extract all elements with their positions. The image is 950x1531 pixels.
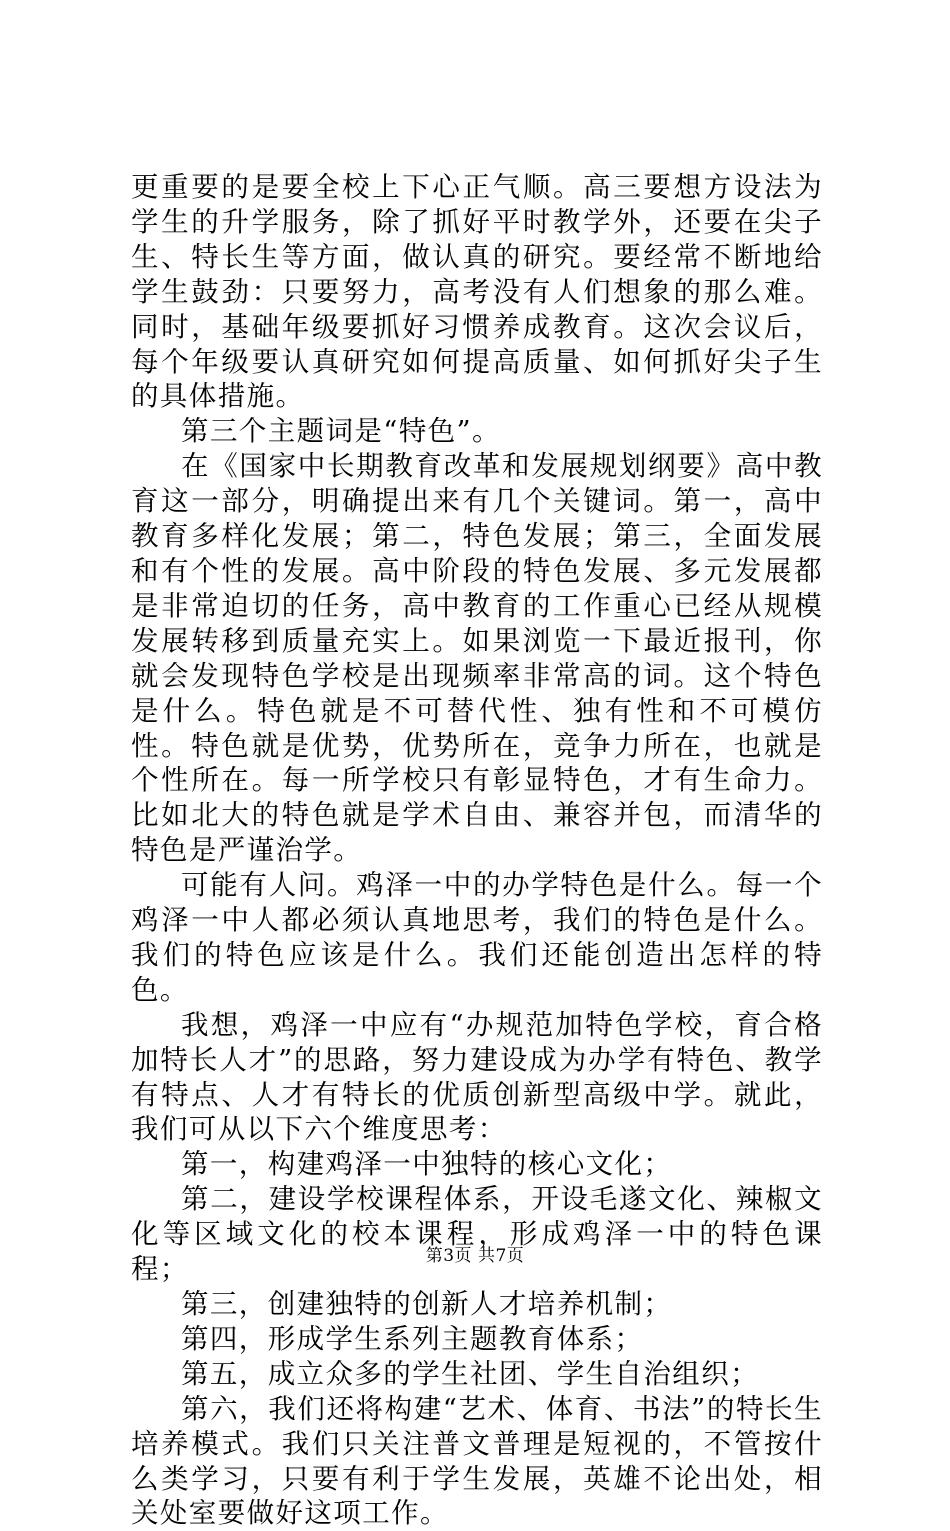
paragraph-question: 可能有人问。鸡泽一中的办学特色是什么。每一个鸡泽一中人都必须认真地思考，我们的特色是什么。我们的特色应该是什么。我们还能创造出怎样的特色。 <box>131 869 823 1006</box>
document-body <box>131 170 823 1531</box>
list-item-first: 第一，构建鸡泽一中独特的核心文化； <box>181 1148 673 1181</box>
list-item-second: 第二，建设学校课程体系，开设毛遂文化、辣椒文化等区域文化的校本课程，形成鸡泽一中的特色课程； <box>131 1183 823 1286</box>
page-footer <box>0 1245 950 1267</box>
list-item-sixth: 第六，我们还将构建“艺术、体育、书法”的特长生培养模式。我们只关注普文普理是短视的，不管按什么类学习，只要有利于学生发展，英雄不论出处，相关处室要做好这项工作。 <box>131 1392 823 1530</box>
paragraph-outline-keywords: 在《国家中长期教育改革和发展规划纲要》高中教育这一部分，明确提出来有几个关键词。第一，高中教育多样化发展；第二，特色发展；第三，全面发展和有个性的发展。高中阶段的特色发展、多元发展都是非常迫切的任务，高中教育的工作重心已经从规模发展转移到质量充实上。如果浏览一下最近报刊，你就会发现特色学校是出现频率非常高的词。这个特色是什么。特色就是不可替代性、独有性和不可模仿性。特色就是优势，优势所在，竞争力所在，也就是个性所在。每一所学校只有彰显特色，才有生命力。比如北大的特色就是学术自由、兼容并包，而清华的特色是严谨治学。 <box>131 450 823 867</box>
list-item-fifth: 第五，成立众多的学生社团、学生自治组织； <box>181 1357 759 1390</box>
list-item-fourth: 第四，形成学生系列主题教育体系； <box>181 1322 644 1355</box>
paragraph-third-keyword: 第三个主题词是“特色”。 <box>181 415 501 448</box>
page-number-label: 第3页 共7页 <box>425 1246 525 1266</box>
paragraph-approach: 我想，鸡泽一中应有“办规范加特色学校，育合格加特长人才”的思路，努力建设成为办学有特色、教学有特点、人才有特长的优质创新型高级中学。就此，我们可从以下六个维度思考： <box>131 1008 823 1146</box>
paragraph-continuation: 更重要的是要全校上下心正气顺。高三要想方设法为学生的升学服务，除了抓好平时教学外，还要在尖子生、特长生等方面，做认真的研究。要经常不断地给学生鼓劲：只要努力，高考没有人们想象的那么难。同时，基础年级要抓好习惯养成教育。这次会议后，每个年级要认真研究如何提高质量、如何抓好尖子生的具体措施。 <box>131 171 823 413</box>
list-item-third: 第三，创建独特的创新人才培养机制； <box>181 1288 673 1320</box>
